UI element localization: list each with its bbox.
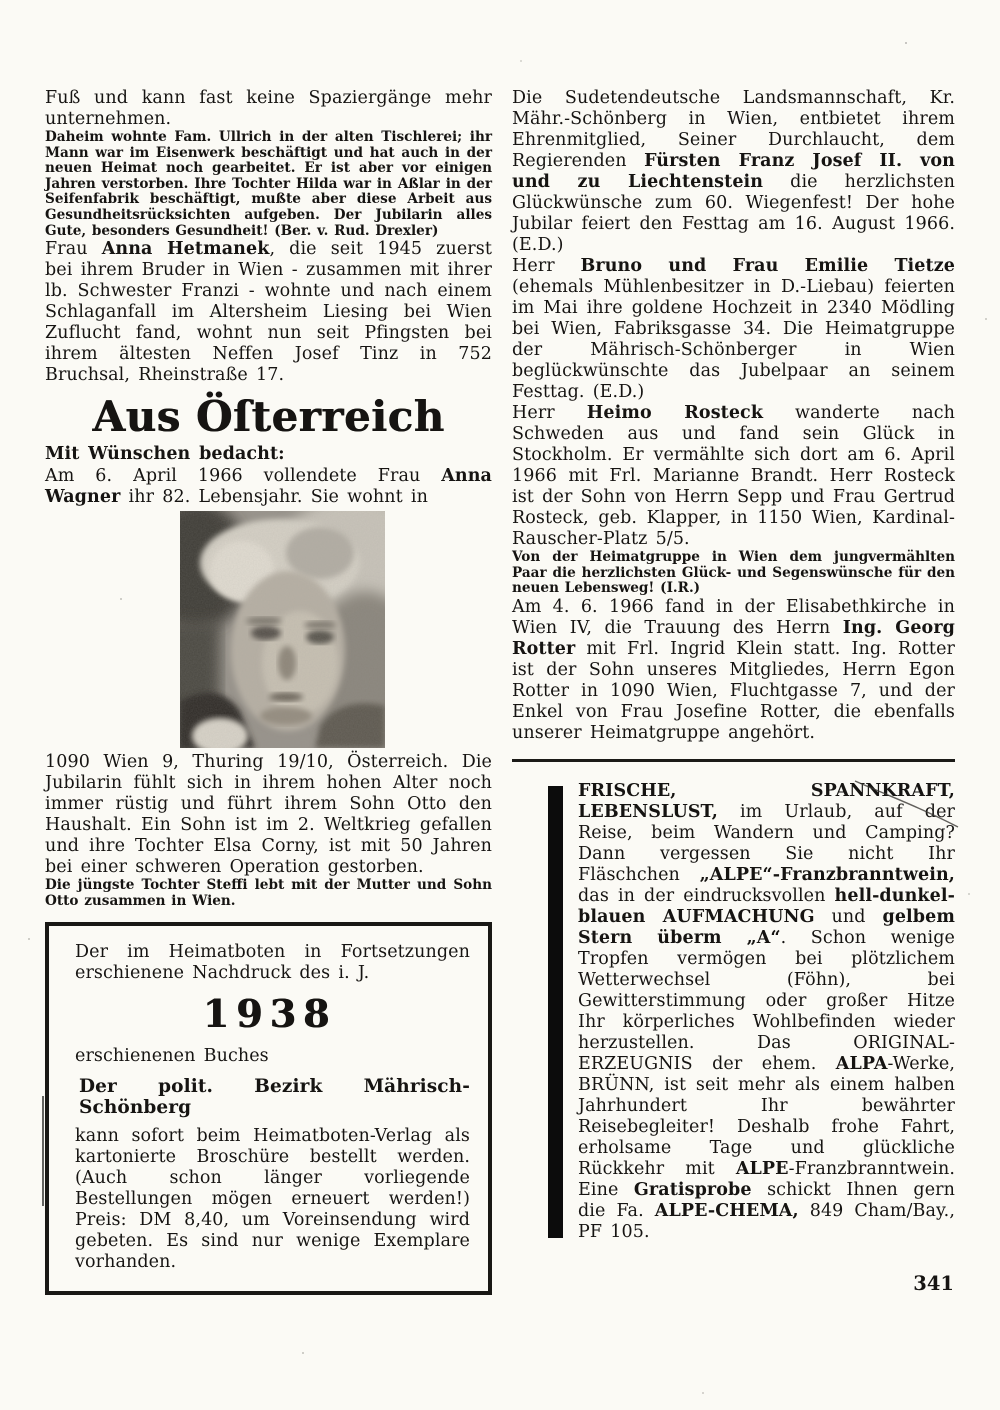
photo-anna-wagner <box>180 511 385 748</box>
paragraph-liechtenstein: Die Sudetendeutsche Landsmannschaft, Kr. Mähr.-Schönberg in Wien, entbietet ihrem Ehrenmitglied, Seiner Durchlaucht, dem Regierenden Fürsten Franz Josef II. von und zu Liechtenstein die herzlichsten Glückwünsche zum 60. Wiegenfest! Der hohe Jubilar feiert den Festtag am 16. August 1966. (E.D.) <box>512 88 955 255</box>
book-advert-middle: erschienenen Buches <box>75 1046 269 1067</box>
scan-artifact-segment <box>42 1096 44 1206</box>
page-number: 341 <box>913 1272 954 1295</box>
divider-rule <box>512 759 955 762</box>
paragraph-tietze: Herr Bruno und Frau Emilie Tietze (ehemals Mühlenbesitzer in D.-Liebau) feierten im Mai ihre goldene Hochzeit in 2340 Mödling bei Wien, Fabriksgasse 34. Die Heimatgruppe der Mährisch-Schönberger in Wien beglückwünschte das Jubelpaar an seinem Festtag. (E.D.) <box>512 256 955 402</box>
subheading-mit-wuenschen-bedacht: Mit Wünschen bedacht: <box>45 444 285 465</box>
section-heading-aus-oesterreich: Aus Öſterreich <box>92 392 445 442</box>
book-advert-title: Der polit. Bezirk Mährisch-Schönberg <box>79 1076 470 1119</box>
alpe-advert-text: FRISCHE, SPANNKRAFT, LEBENSLUST, im Urlaub, auf der Reise, beim Wandern und Camping? Dann vergessen Sie nicht Ihr Fläschchen „ALPE“-Franzbranntwein, das in der eindrucksvollen hell-dunkel-blauen AUFMACHUNG und gelbem Stern überm „A“. Schon wenige Tropfen vermögen bei plötzlichem Wetterwechsel (Föhn), bei Gewitterstimmung oder großer Hitze Ihr körperliches Wohlbefinden wieder herzustellen. Das ORIGINAL-ERZEUGNIS der ehem. ALPA-Werke, BRÜNN, ist seit mehr als einem halben Jahrhundert Ihr bewährter Reisebegleiter! Deshalb frohe Fahrt, erholsame Tage und glückliche Rückkehr mit ALPE-Franzbranntwein. Eine Gratisprobe schickt Ihnen gern die Fa. ALPE-CHEMA, 849 Cham/Bay., PF 105. <box>578 780 956 1242</box>
right-column <box>512 88 955 1243</box>
left-column <box>45 88 492 1295</box>
advert-left-bar <box>548 786 563 1238</box>
scan-speckles <box>0 0 2 2</box>
book-advert-body: kann sofort beim Heimatboten-Verlag als kartonierte Broschüre bestellt werden. (Auch schon länger vorliegende Bestellungen mögen erneuert werden!) Preis: DM 8,40, um Voreinsendung wird gebeten. Es sind nur wenige Exemplare vorhanden. <box>75 1126 470 1273</box>
paragraph-rosteck: Herr Heimo Rosteck wanderte nach Schweden aus und fand sein Glück in Stockholm. Er vermählte sich dort am 6. April 1966 mit Frl. Marianne Brandt. Herr Rosteck ist der Sohn von Herrn Sepp und Frau Gertrud Rosteck, geb. Klapper, in 1150 Wien, Kardinal-Rauscher-Platz 5/5. <box>512 403 955 549</box>
book-advert-intro: Der im Heimatboten in Fortsetzungen erschienene Nachdruck des i. J. <box>75 942 470 984</box>
paragraph-steffi-note: Die jüngste Tochter Steffi lebt mit der Mutter und Sohn Otto zusammen in Wien. <box>45 877 492 909</box>
paragraph-hetmanek: Frau Anna Hetmanek, die seit 1945 zuerst bei ihrem Bruder in Wien - zusammen mit ihrer lb. Schwester Franzi - wohnte und nach einem Schlaganfall im Altersheim Liesing bei Wien Zuflucht fand, wohnt nun seit Pfingsten bei ihrem ältesten Neffen Josef Tinz in 752 Bruchsal, Rheinstraße 17. <box>45 239 492 386</box>
book-advert-box <box>45 922 492 1295</box>
paragraph-rotter: Am 4. 6. 1966 fand in der Elisabethkirche in Wien IV, die Trauung des Herrn Ing. Georg Rotter mit Frl. Ingrid Klein statt. Ing. Rotter ist der Sohn unseres Mitgliedes, Herrn Egon Rotter in 1090 Wien, Fluchtgasse 7, und der Enkel von Frau Josefine Rotter, die ebenfalls unserer Heimatgruppe angehört. <box>512 596 955 743</box>
book-advert-year: 1938 <box>202 991 337 1037</box>
paragraph-wagner-rest: 1090 Wien 9, Thuring 19/10, Österreich. Die Jubilarin fühlt sich in ihrem hohen Alter noch immer rüstig und führt ihrem Sohn Otto den Haushalt. Ein Sohn ist im 2. Weltkrieg gefallen und ihre Tochter Elsa Corny, ist mit 50 Jahren bei einer schweren Operation gestorben. <box>45 752 492 878</box>
paragraph-ullrich-note: Daheim wohnte Fam. Ullrich in der alten Tischlerei; ihr Mann war im Eisenwerk beschäftigt und hat auch in der neuen Heimat noch gearbeitet. Er ist aber vor einigen Jahren verstorben. Ihre Tochter Hilda war in Aßlar in der Seifenfabrik beschäftigt, mußte aber diese Arbeit aus Gesundheitsrücksichten aufgeben. Der Jubilarin alles Gute, besonders Gesundheit! (Ber. v. Rud. Drexler) <box>45 129 492 239</box>
alpe-advert <box>512 781 955 1243</box>
paragraph-rosteck-note: Von der Heimatgruppe in Wien dem jungvermählten Paar die herzlichsten Glück- und Segenswünsche für den neuen Lebensweg! (I.R.) <box>512 549 955 597</box>
paragraph-wagner-intro: Am 6. April 1966 vollendete Frau Anna Wagner ihr 82. Lebensjahr. Sie wohnt in <box>45 466 492 508</box>
paragraph-continuation: Fuß und kann fast keine Spaziergänge mehr unternehmen. <box>45 88 492 129</box>
